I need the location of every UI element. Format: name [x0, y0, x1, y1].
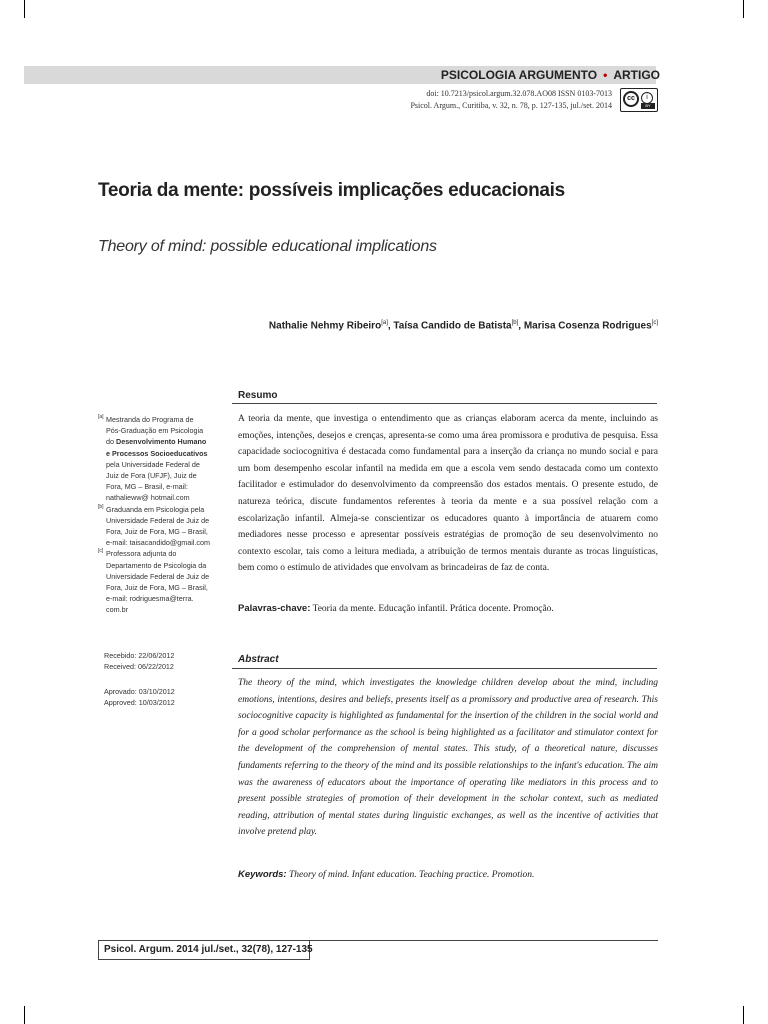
resumo-heading: Resumo [238, 390, 278, 401]
citation-line: Psicol. Argum., Curitiba, v. 32, n. 78, p. 127-135, jul./set. 2014 [410, 101, 612, 110]
person-icon: i [641, 92, 653, 104]
journal-header [441, 66, 660, 84]
affiliation-item [98, 504, 210, 549]
section-divider [232, 403, 657, 404]
affiliation-item [98, 548, 210, 615]
author-list [269, 320, 658, 331]
abstract-text: The theory of the mind, which investigates the knowledge children develop about the mind, including emotions, intentions, desires and beliefs, presents itself as a promissory and productive area of research. This sociocognitive capacity is highlighted as fundamental for the insertion of the children in the social world and for a good scholar performance as the school is being highlighted as a facilitator and stimulator context for the development of the comprehension of mental states. This study, of a theoretical nature, discusses fundaments referring to the theory of the mind and its possible relationships to the infant's education. The aim was the awareness of educators about the importance of operating like mediators in this process and to present possible strategies of promotion of their development in the scholar context, such as mediated reading, attribution of mental states during linguistic exchanges, as well as the incentive of activities that involve pretend play. [238, 678, 658, 838]
affiliation-text: Graduanda em Psicologia pela Universidade Federal de Juiz de Fora, Juiz de Fora, MG – Brasil, e-mail: taisacandido@gmail.com [106, 504, 210, 548]
journal-name: PSICOLOGIA ARGUMENTO [440, 68, 598, 82]
author-name: Marisa Cosenza Rodrigues [523, 320, 652, 332]
resumo-keywords [238, 603, 658, 614]
header-separator: • [603, 68, 608, 82]
abstract-keywords [238, 869, 658, 880]
keywords-list: Teoria da mente. Educação infantil. Prática docente. Promoção. [312, 604, 554, 614]
received-date-pt: Recebido: 22/06/2012 [104, 651, 175, 660]
cc-by-license-icon [620, 88, 658, 112]
abstract-heading: Abstract [238, 654, 279, 665]
author-name: Nathalie Nehmy Ribeiro [268, 320, 382, 332]
by-label: BY [641, 103, 655, 109]
crop-mark [24, 1006, 25, 1024]
affiliations [98, 414, 210, 616]
crop-mark [743, 0, 744, 18]
approved-date-pt: Aprovado: 03/10/2012 [104, 687, 175, 696]
affiliation-program: Desenvolvimento Humano e Processos Socioeducativos [106, 437, 208, 458]
resumo-text: A teoria da mente, que investiga o entendimento que as crianças elaboram acerca da mente, incluindo as emoções, intenções, desejos e crenças, apresenta-se como uma área promissora e produtiva de pesquisa. Essa capacidade sociocognitiva é destacada como fundamental para a inserção da criança no mundo social e para um bom desempenho escolar infantil na medida em que a escola vem sendo destacada como um contexto facilitador e estimulador do desenvolvimento da compreensão dos estados mentais. O presente estudo, de natureza teórica, discute fundamentos referentes à teoria da mente e a sua possível relação com a escolarização infantil. Almeja-se conscientizar os educadores quanto à importância de atuarem como mediadores nesse processo e apresentar possíveis estratégias de promoção de seu desenvolvimento no contexto escolar, tais como a leitura mediada, a atribuição de termos mentais durante as trocas linguísticas, bem como o estímulo de atividades que envolvam as brincadeiras de faz de conta. [238, 414, 658, 574]
affiliation-text: Professora adjunta do Departamento de Psicologia da Universidade Federal de Juiz de Fora, Juiz de Fora, MG – Brasil, e-mail: rodriguesma@terra. com.br [106, 549, 210, 615]
author-name: Taísa Candido de Batista [393, 320, 512, 332]
affiliation-text: pela Universidade Federal de Juiz de Fora (UFJF), Juiz de Fora, MG – Brasil, e-mail: nathalieww@ hotmail.com [106, 459, 200, 503]
affiliation-mark: [b] [98, 503, 104, 510]
affiliation-mark: [c] [651, 320, 658, 326]
footer-citation: Psicol. Argum. 2014 jul./set., 32(78), 127-135 [104, 944, 313, 955]
section-label: ARTIGO [613, 68, 660, 82]
author-separator: , [387, 320, 394, 332]
cc-icon: cc [623, 91, 639, 107]
doi-block [410, 88, 612, 112]
received-date-en: Received: 06/22/2012 [104, 662, 174, 672]
crop-mark [743, 1006, 744, 1024]
doi-line: doi: 10.7213/psicol.argum.32.078.AO08 ISSN 0103-7013 [426, 89, 612, 98]
received-dates [104, 650, 174, 672]
affiliation-mark: [b] [511, 320, 519, 326]
author-separator: , [518, 320, 524, 332]
article-title: Teoria da mente: possíveis implicações educacionais [98, 180, 565, 201]
keywords-label: Palavras-chave: [238, 603, 311, 614]
affiliation-mark: [a] [98, 414, 104, 420]
approved-dates [104, 686, 175, 708]
approved-date-en: Approved: 10/03/2012 [104, 698, 175, 708]
section-divider [232, 668, 657, 669]
affiliation-item [98, 414, 210, 504]
keywords-list: Theory of mind. Infant education. Teaching practice. Promotion. [288, 870, 535, 880]
article-title-english: Theory of mind: possible educational implications [98, 238, 437, 255]
affiliation-mark: [c] [98, 548, 104, 555]
keywords-label: Keywords: [238, 869, 287, 880]
affiliation-text: Mestranda do Programa de Pós-Graduação em Psicologia do [106, 415, 204, 447]
crop-mark [24, 0, 25, 18]
affiliation-mark: [a] [381, 320, 388, 326]
